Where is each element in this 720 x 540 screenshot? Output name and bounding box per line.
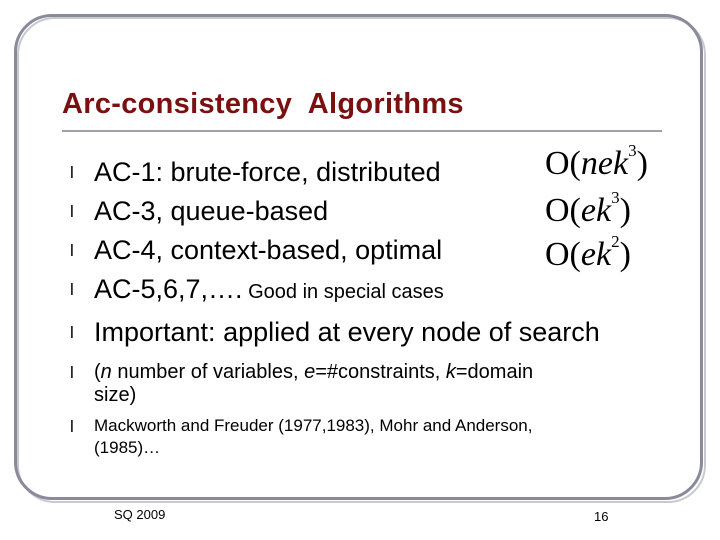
note-part: =#constraints,	[315, 361, 446, 383]
bullet-marker: l	[70, 241, 74, 260]
note-references-line2: (1985)…	[94, 438, 161, 457]
bullet-text	[94, 235, 442, 266]
formula-close: )	[619, 236, 631, 273]
bullet-rest: Good in special cases	[242, 281, 444, 303]
formula-vars: ek	[580, 236, 612, 273]
bullet-bold: AC-4	[94, 235, 156, 265]
bullet-text	[94, 317, 600, 348]
note-variables-line1	[94, 361, 533, 384]
slide-title: Arc-consistency Algorithms	[62, 88, 464, 120]
formula-open: O(	[545, 236, 581, 273]
formula-open: O(	[545, 145, 581, 182]
footer-course: SQ 2009	[114, 507, 166, 522]
bullet-bold: AC-5,6,7,….	[94, 274, 243, 304]
note-part: (	[94, 361, 101, 383]
formula-vars: ek	[580, 192, 612, 229]
bullet-rest: , context-based, optimal	[155, 235, 443, 265]
bullet-marker: l	[70, 363, 74, 382]
bullet-marker: l	[70, 323, 74, 342]
formula-ac4	[545, 231, 631, 274]
var-k: k	[445, 361, 456, 383]
bullet-marker: l	[70, 163, 74, 182]
bullet-marker: l	[70, 202, 74, 221]
formula-open: O(	[545, 192, 581, 229]
note-variables-line2: size)	[94, 384, 137, 406]
note-part: number of variables,	[111, 361, 305, 383]
title-underline	[62, 130, 662, 132]
bullet-bold: AC-1	[94, 157, 156, 187]
formula-ac3	[545, 187, 631, 230]
formula-close: )	[619, 192, 631, 229]
bullet-text	[94, 274, 444, 305]
var-n: n	[100, 361, 112, 383]
formula-exponent: 3	[611, 187, 620, 207]
formula-ac1	[545, 140, 648, 183]
bullet-text	[94, 196, 328, 227]
bullet-marker: l	[70, 280, 74, 299]
formula-exponent: 3	[628, 140, 637, 160]
note-part: =domain	[455, 361, 534, 383]
bullet-bold: AC-3	[94, 196, 156, 226]
formula-exponent: 2	[611, 231, 620, 251]
bullet-bold: Important:	[94, 317, 216, 347]
note-references-line1: Mackworth and Freuder (1977,1983), Mohr and Anderson,	[94, 416, 533, 435]
var-e: e	[304, 361, 316, 383]
formula-vars: nek	[580, 145, 629, 182]
bullet-marker: l	[70, 417, 74, 436]
page-number: 16	[594, 509, 609, 524]
bullet-rest: , queue-based	[155, 196, 329, 226]
bullet-text	[94, 157, 441, 188]
bullet-rest: applied at every node of search	[215, 317, 600, 347]
bullet-rest: : brute-force, distributed	[155, 157, 441, 187]
note-references-text	[94, 415, 532, 459]
note-variables-text	[94, 361, 533, 407]
formula-close: )	[636, 145, 648, 182]
